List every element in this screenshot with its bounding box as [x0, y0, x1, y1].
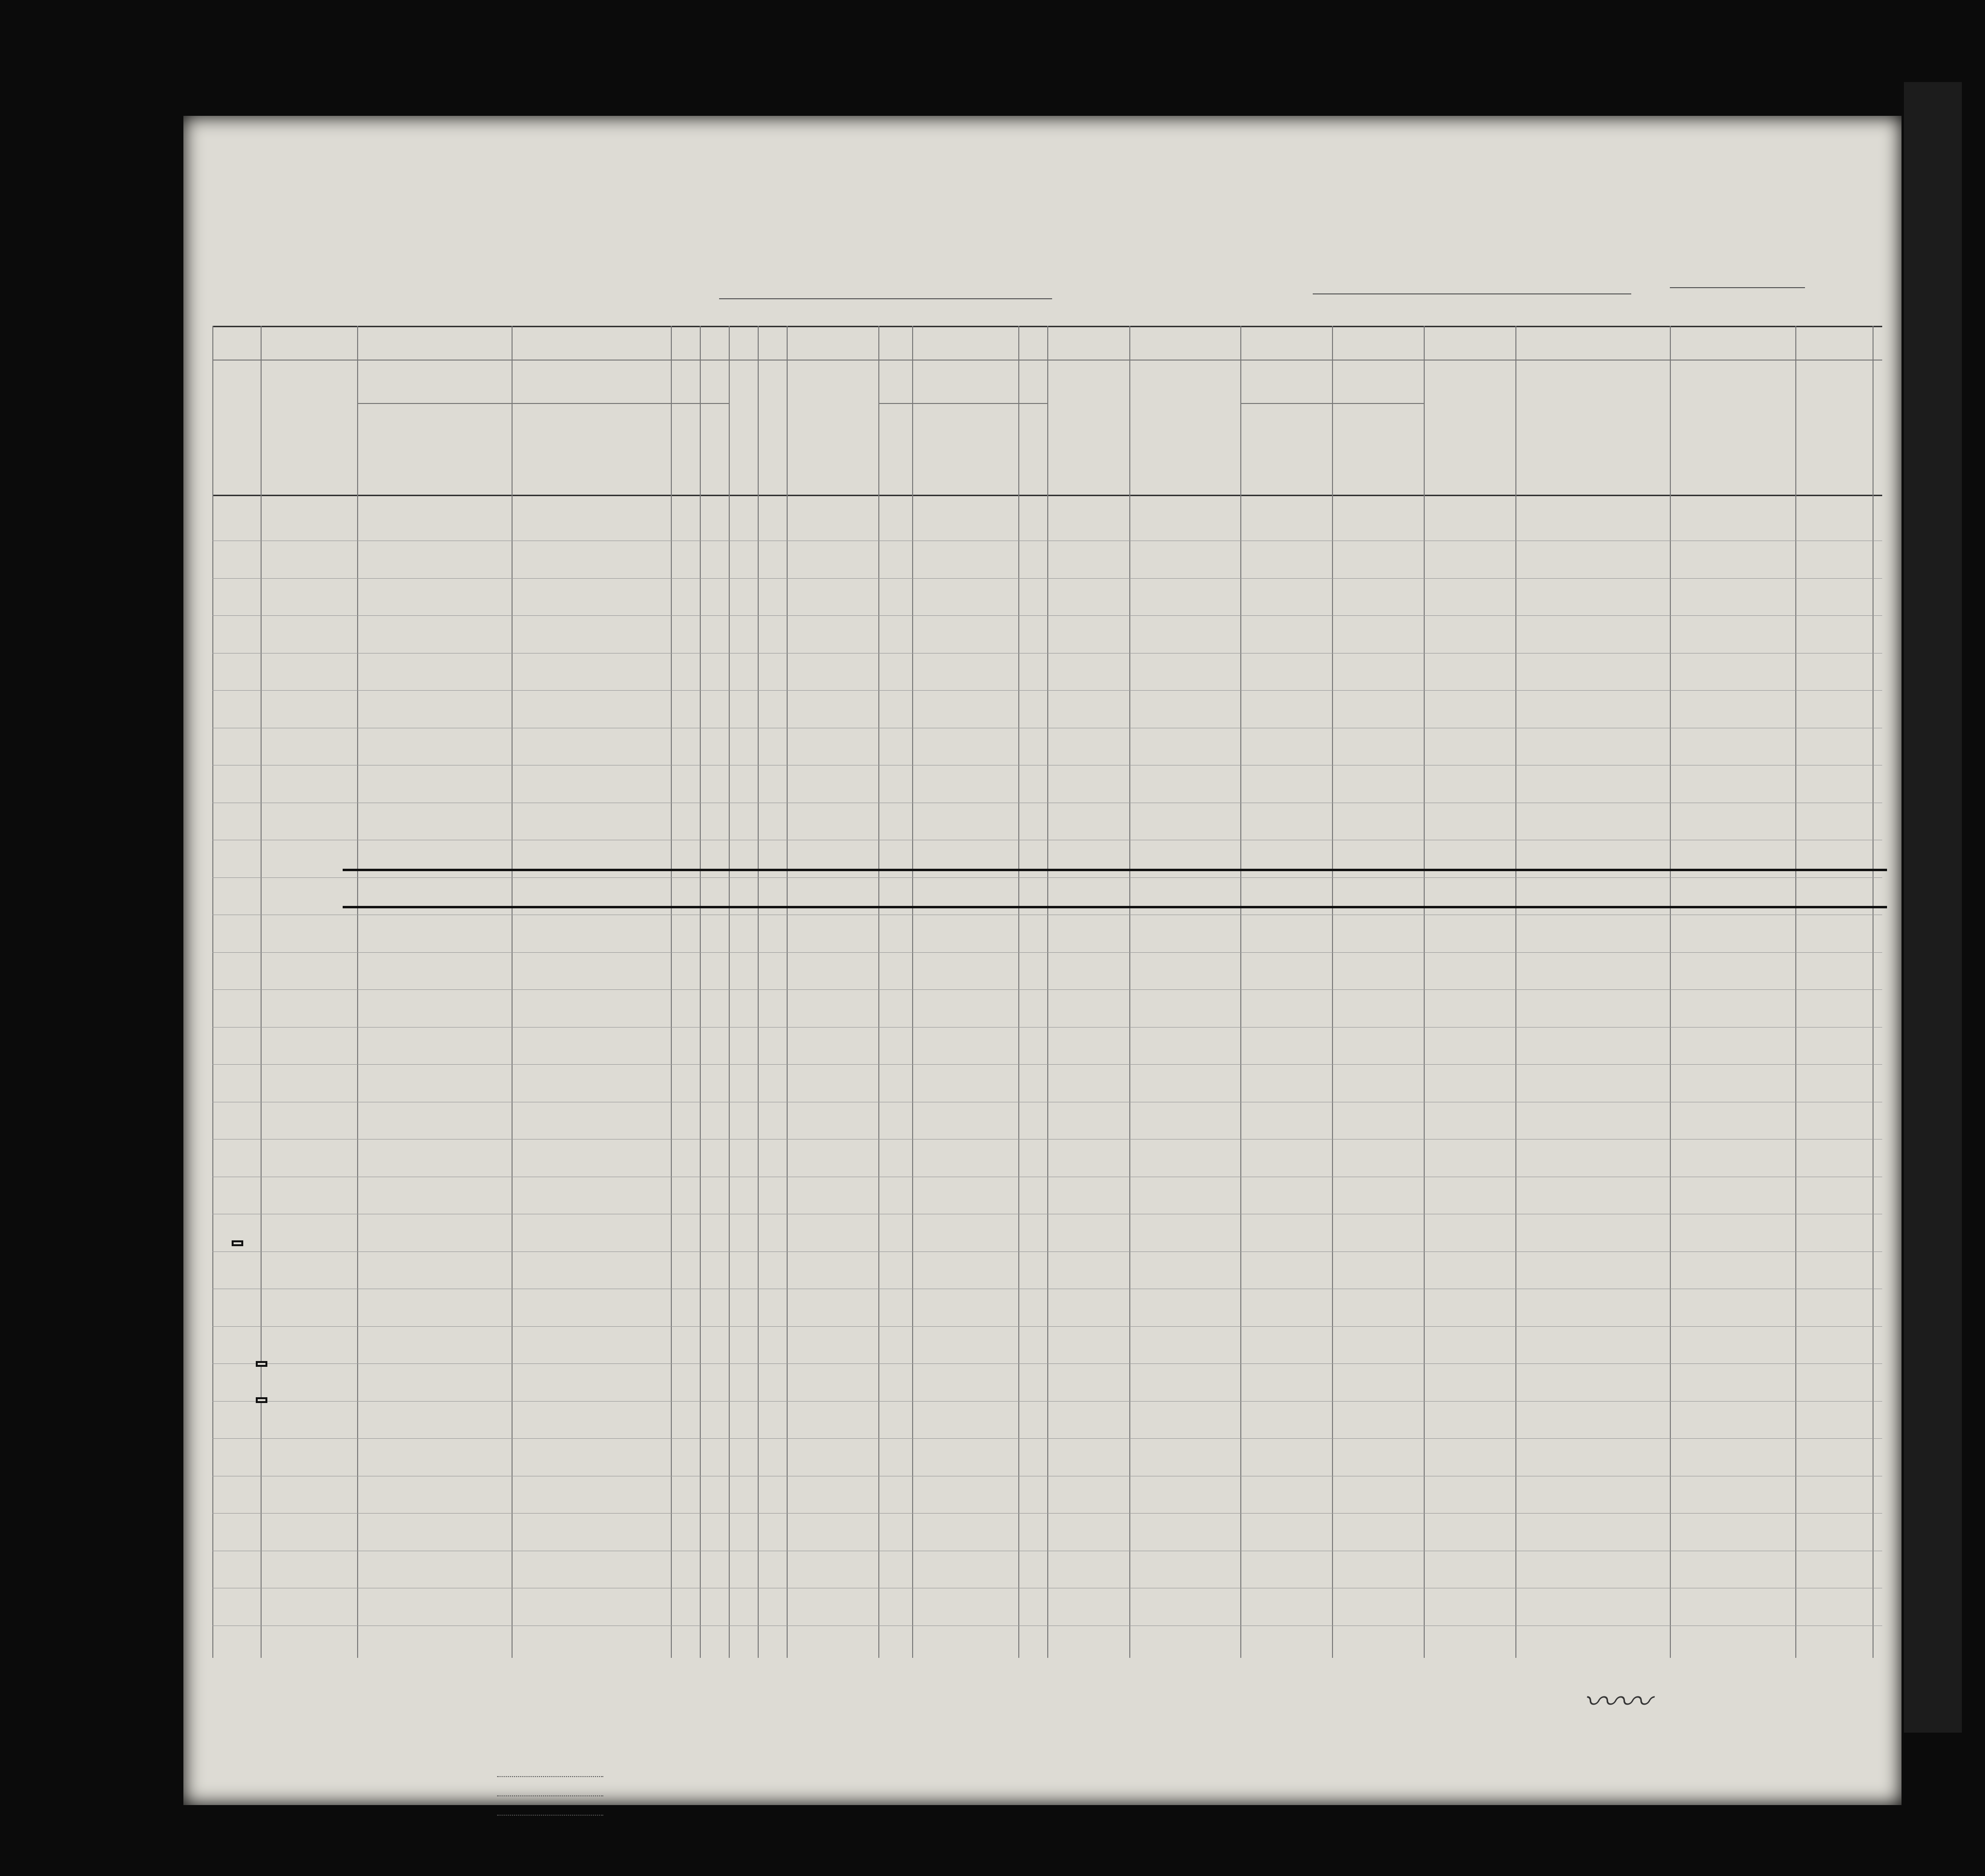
row-rule	[212, 1401, 1882, 1402]
purser-signature: 〰〰	[1583, 1682, 1651, 1722]
binder-edge	[1904, 82, 1962, 1733]
row-rule	[212, 1363, 1882, 1364]
column-rule	[261, 326, 262, 1658]
column-rule	[512, 326, 513, 1658]
header-subrule	[671, 403, 729, 404]
us-citizen-stamp	[256, 1397, 267, 1403]
row-rule	[212, 1326, 1882, 1327]
column-rule	[912, 326, 913, 1658]
us-citizen-stamp	[232, 1240, 243, 1246]
col-header-married-single	[758, 410, 787, 492]
column-rule	[1515, 326, 1516, 1658]
row-rule	[212, 989, 1882, 990]
column-rule	[357, 326, 358, 1658]
column-rule	[1240, 326, 1241, 1658]
row-rule	[212, 952, 1882, 953]
cancel-strike-line	[343, 906, 1887, 908]
column-rule	[1047, 326, 1048, 1658]
column-rule	[1332, 326, 1333, 1658]
column-rule	[1873, 326, 1874, 1658]
column-rule	[700, 326, 701, 1658]
header-subrule	[1240, 403, 1424, 404]
us-citizen-stamp	[256, 1361, 267, 1367]
header-subrule	[878, 403, 1047, 404]
column-rule	[878, 326, 879, 1658]
header-subrule	[357, 403, 671, 404]
column-rule	[212, 326, 213, 1658]
column-rule	[671, 326, 672, 1658]
manifest-sheet	[183, 116, 1902, 1805]
row-rule	[212, 1438, 1882, 1439]
column-rule	[1018, 326, 1019, 1658]
column-rule	[1424, 326, 1425, 1658]
column-rule	[787, 326, 788, 1658]
cancel-strike-line	[343, 869, 1887, 871]
row-rule	[212, 1513, 1882, 1514]
column-rule	[1670, 326, 1671, 1658]
row-rule	[212, 578, 1882, 579]
column-rule	[1795, 326, 1796, 1658]
column-rule	[1129, 326, 1130, 1658]
row-rule	[212, 1251, 1882, 1252]
column-rule	[758, 326, 759, 1658]
row-rule	[212, 690, 1882, 691]
row-rule	[212, 615, 1882, 616]
row-rule	[212, 1064, 1882, 1065]
row-rule	[212, 1027, 1882, 1028]
column-rule	[729, 326, 730, 1658]
row-rule	[212, 877, 1882, 878]
